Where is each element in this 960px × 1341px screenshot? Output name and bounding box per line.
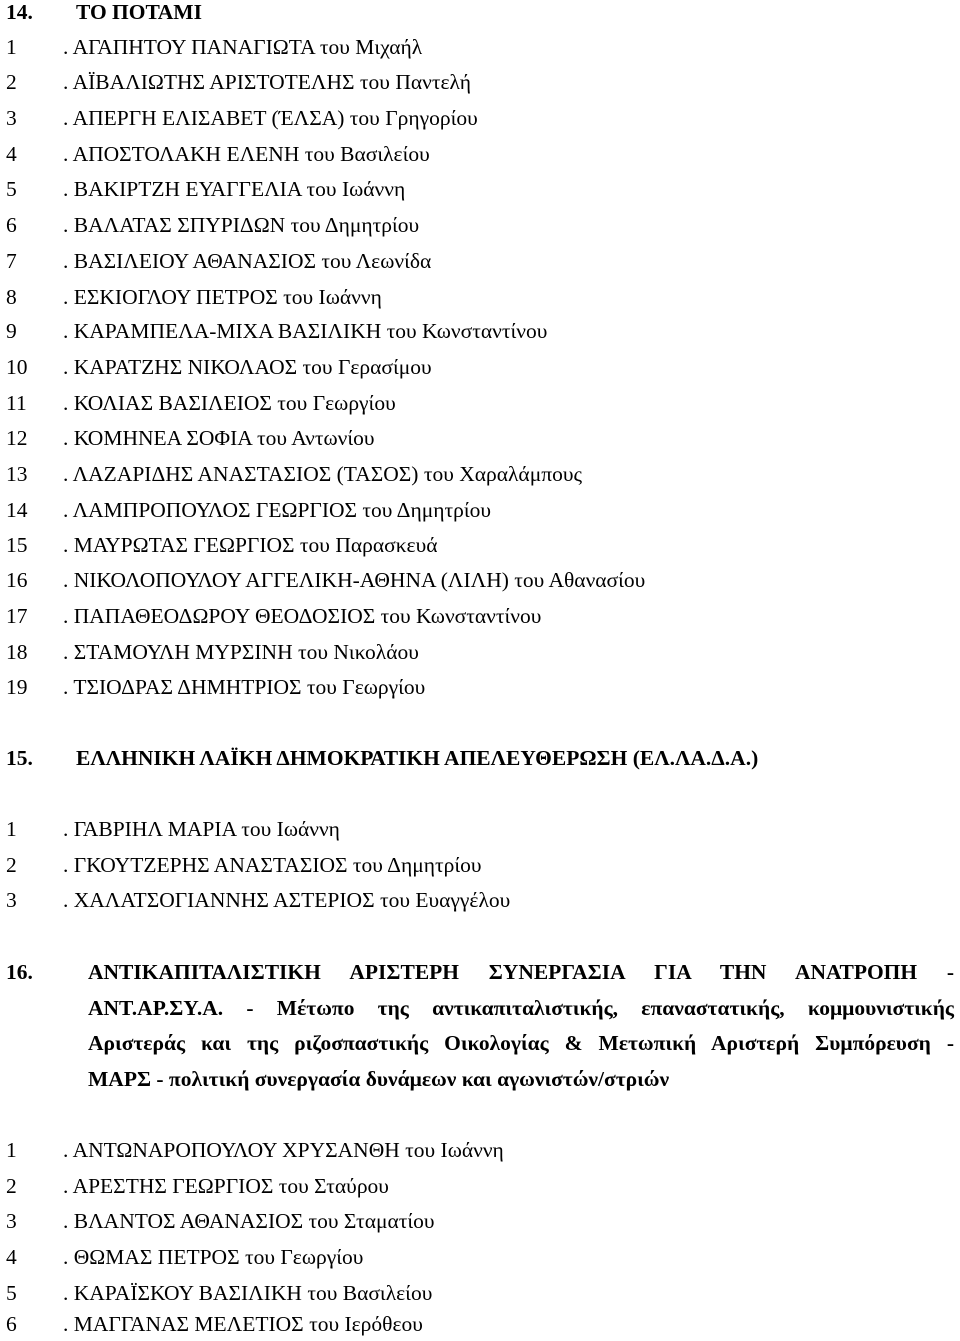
candidate-number: 3 xyxy=(6,888,17,912)
candidate-number: 11 xyxy=(6,391,27,415)
party-name-line-4: ΜΑΡΣ - πολιτική συνεργασία δυνάμεων και αγωνιστών/στριών xyxy=(88,1067,670,1091)
candidate-number: 14 xyxy=(6,498,28,522)
candidate-name: . ΒΑΚΙΡΤΖΗ ΕΥΑΓΓΕΛΙΑ του Ιωάννη xyxy=(63,177,406,201)
candidate-number: 4 xyxy=(6,142,17,166)
candidate-name: . ΑΠΕΡΓΗ ΕΛΙΣΑΒΕΤ (ΈΛΣΑ) του Γρηγορίου xyxy=(63,106,478,130)
candidate-name: . ΑΝΤΩΝΑΡΟΠΟΥΛΟΥ ΧΡΥΣΑΝΘΗ του Ιωάννη xyxy=(63,1138,504,1162)
candidate-number: 6 xyxy=(6,213,17,237)
candidate-name: . ΚΑΡΑΤΖΗΣ ΝΙΚΟΛΑΟΣ του Γερασίμου xyxy=(63,355,432,379)
candidate-name: . ΓΑΒΡΙΗΛ ΜΑΡΙΑ του Ιωάννη xyxy=(63,817,340,841)
list-item xyxy=(0,137,960,171)
list-item xyxy=(0,101,960,135)
list-item xyxy=(0,314,960,348)
candidate-number: 5 xyxy=(6,177,17,201)
candidate-number: 10 xyxy=(6,355,28,379)
candidate-number: 4 xyxy=(6,1245,17,1269)
candidate-number: 2 xyxy=(6,853,17,877)
candidate-name: . ΘΩΜΑΣ ΠΕΤΡΟΣ του Γεωργίου xyxy=(63,1245,364,1269)
list-item xyxy=(0,812,960,846)
candidate-name: . ΑΠΟΣΤΟΛΑΚΗ ΕΛΕΝΗ του Βασιλείου xyxy=(63,142,430,166)
party-name: ΕΛΛΗΝΙΚΗ ΛΑΪΚΗ ΔΗΜΟΚΡΑΤΙΚΗ ΑΠΕΛΕΥΘΕΡΩΣΗ (ΕΛ.ΛΑ.Δ.Α.) xyxy=(76,746,759,770)
candidate-number: 6 xyxy=(6,1312,17,1336)
section-number: 16. xyxy=(6,960,33,984)
candidate-name: . ΚΑΡΑΜΠΕΛΑ-ΜΙΧΑ ΒΑΣΙΛΙΚΗ του Κωνσταντίνου xyxy=(63,319,548,343)
candidate-number: 9 xyxy=(6,319,17,343)
candidate-name: . ΤΣΙΟΔΡΑΣ ΔΗΜΗΤΡΙΟΣ του Γεωργίου xyxy=(63,675,426,699)
candidate-name: . ΒΛΑΝΤΟΣ ΑΘΑΝΑΣΙΟΣ του Σταματίου xyxy=(63,1209,435,1233)
list-item xyxy=(0,172,960,206)
list-item xyxy=(0,528,960,562)
section-16-heading xyxy=(0,955,960,989)
candidate-number: 17 xyxy=(6,604,28,628)
candidate-name: . ΜΑΓΓΑΝΑΣ ΜΕΛΕΤΙΟΣ του Ιερόθεου xyxy=(63,1312,423,1336)
candidate-name: . ΒΑΣΙΛΕΙΟΥ ΑΘΑΝΑΣΙΟΣ του Λεωνίδα xyxy=(63,249,432,273)
list-item xyxy=(0,244,960,278)
list-item xyxy=(0,1204,960,1238)
candidate-name: . ΚΟΛΙΑΣ ΒΑΣΙΛΕΙΟΣ του Γεωργίου xyxy=(63,391,396,415)
list-item xyxy=(0,493,960,527)
section-15-heading xyxy=(0,741,960,775)
candidate-number: 3 xyxy=(6,1209,17,1233)
list-item xyxy=(0,1133,960,1167)
candidate-number: 1 xyxy=(6,817,17,841)
candidate-number: 7 xyxy=(6,249,17,273)
section-14-heading xyxy=(0,0,960,29)
candidate-name: . ΓΚΟΥΤΖΕΡΗΣ ΑΝΑΣΤΑΣΙΟΣ του Δημητρίου xyxy=(63,853,482,877)
candidate-name: . ΕΣΚΙΟΓΛΟΥ ΠΕΤΡΟΣ του Ιωάννη xyxy=(63,285,382,309)
list-item xyxy=(0,670,960,704)
section-number: 14. xyxy=(6,0,33,24)
candidate-name: . ΛΑΖΑΡΙΔΗΣ ΑΝΑΣΤΑΣΙΟΣ (ΤΑΣΟΣ) του Χαραλάμπους xyxy=(63,462,582,486)
list-item xyxy=(0,350,960,384)
party-name-continuation xyxy=(0,1062,960,1096)
party-name: ΤΟ ΠΟΤΑΜΙ xyxy=(76,0,202,24)
candidate-number: 5 xyxy=(6,1281,17,1305)
candidate-number: 12 xyxy=(6,426,28,450)
list-item xyxy=(0,848,960,882)
list-item xyxy=(0,599,960,633)
party-name-line-3: Αριστεράς και της ριζοσπαστικής Οικολογίας & Μετωπική Αριστερή Συμπόρευση - xyxy=(88,1031,954,1055)
party-name-continuation xyxy=(0,1026,960,1060)
list-item xyxy=(0,1276,960,1310)
list-item xyxy=(0,883,960,917)
candidate-number: 13 xyxy=(6,462,28,486)
candidate-name: . ΑΓΑΠΗΤΟΥ ΠΑΝΑΓΙΩΤΑ του Μιχαήλ xyxy=(63,35,423,59)
candidate-name: . ΚΟΜΗΝΕΑ ΣΟΦΙΑ του Αντωνίου xyxy=(63,426,375,450)
candidate-name: . ΧΑΛΑΤΣΟΓΙΑΝΝΗΣ ΑΣΤΕΡΙΟΣ του Ευαγγέλου xyxy=(63,888,511,912)
candidate-name: . ΝΙΚΟΛΟΠΟΥΛΟΥ ΑΓΓΕΛΙΚΗ-ΑΘΗΝΑ (ΛΙΛΗ) του Αθανασίου xyxy=(63,568,646,592)
section-number: 15. xyxy=(6,746,33,770)
candidate-name: . ΛΑΜΠΡΟΠΟΥΛΟΣ ΓΕΩΡΓΙΟΣ του Δημητρίου xyxy=(63,498,492,522)
candidate-number: 16 xyxy=(6,568,28,592)
candidate-number: 2 xyxy=(6,70,17,94)
candidate-number: 19 xyxy=(6,675,28,699)
list-item xyxy=(0,280,960,314)
candidate-name: . ΣΤΑΜΟΥΛΗ ΜΥΡΣΙΝΗ του Νικολάου xyxy=(63,640,419,664)
candidate-name: . ΑΡΕΣΤΗΣ ΓΕΩΡΓΙΟΣ του Σταύρου xyxy=(63,1174,389,1198)
candidate-number: 2 xyxy=(6,1174,17,1198)
candidate-number: 15 xyxy=(6,533,28,557)
list-item xyxy=(0,421,960,455)
list-item xyxy=(0,386,960,420)
candidate-number: 18 xyxy=(6,640,28,664)
candidate-name: . ΠΑΠΑΘΕΟΔΩΡΟΥ ΘΕΟΔΟΣΙΟΣ του Κωνσταντίνου xyxy=(63,604,542,628)
party-name-line-2: ΑΝΤ.ΑΡ.ΣΥ.Α. - Μέτωπο της αντικαπιταλιστικής, επαναστατικής, κομμουνιστικής xyxy=(88,996,954,1020)
list-item xyxy=(0,635,960,669)
list-item xyxy=(0,1240,960,1274)
party-name-continuation xyxy=(0,991,960,1025)
list-item xyxy=(0,208,960,242)
list-item xyxy=(0,1307,960,1341)
candidate-name: . ΑΪΒΑΛΙΩΤΗΣ ΑΡΙΣΤΟΤΕΛΗΣ του Παντελή xyxy=(63,70,471,94)
list-item xyxy=(0,65,960,99)
party-name-line-1: ΑΝΤΙΚΑΠΙΤΑΛΙΣΤΙΚΗ ΑΡΙΣΤΕΡΗ ΣΥΝΕΡΓΑΣΙΑ ΓΙΑ ΤΗΝ ΑΝΑΤΡΟΠΗ - xyxy=(88,960,954,984)
candidate-number: 3 xyxy=(6,106,17,130)
candidate-number: 1 xyxy=(6,1138,17,1162)
list-item xyxy=(0,1169,960,1203)
list-item xyxy=(0,563,960,597)
list-item xyxy=(0,30,960,64)
candidate-number: 1 xyxy=(6,35,17,59)
list-item xyxy=(0,457,960,491)
candidate-number: 8 xyxy=(6,285,17,309)
candidate-name: . ΚΑΡΑΪΣΚΟΥ ΒΑΣΙΛΙΚΗ του Βασιλείου xyxy=(63,1281,433,1305)
candidate-name: . ΜΑΥΡΩΤΑΣ ΓΕΩΡΓΙΟΣ του Παρασκευά xyxy=(63,533,438,557)
candidate-name: . ΒΑΛΑΤΑΣ ΣΠΥΡΙΔΩΝ του Δημητρίου xyxy=(63,213,420,237)
